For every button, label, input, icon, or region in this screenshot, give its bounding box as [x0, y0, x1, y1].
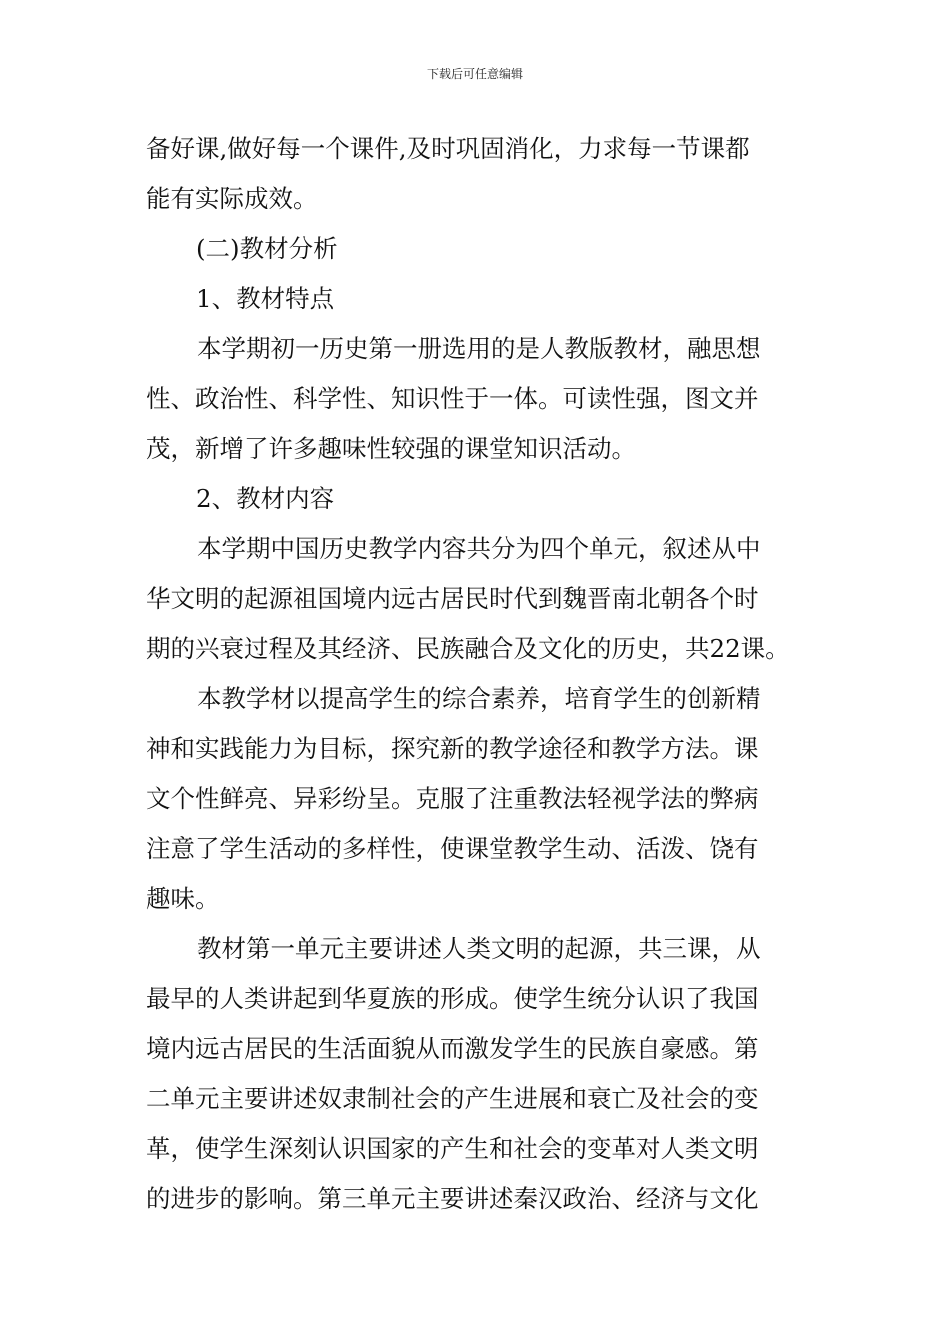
text-line: 趣味。: [146, 884, 220, 913]
text-line: 最早的人类讲起到华夏族的形成。使学生统分认识了我国: [146, 984, 759, 1013]
text-line: 二单元主要讲述奴隶制社会的产生进展和衰亡及社会的变: [146, 1084, 759, 1113]
text-line: 注意了学生活动的多样性，使课堂教学生动、活泼、饶有: [146, 834, 759, 863]
text-line: 本学期初一历史第一册选用的是人教版教材，融思想: [197, 334, 761, 363]
page-header: 下载后可任意编辑: [426, 67, 523, 81]
text-line: 的进步的影响。第三单元主要讲述秦汉政治、经济与文化: [146, 1184, 759, 1213]
subsection-heading: 1、教材特点: [196, 284, 335, 313]
text-line: 境内远古居民的生活面貌从而激发学生的民族自豪感。第: [146, 1034, 759, 1063]
text-line: 教材第一单元主要讲述人类文明的起源，共三课，从: [197, 934, 761, 963]
text-line: 文个性鲜亮、异彩纷呈。克服了注重教法轻视学法的弊病: [146, 784, 759, 813]
text-line: 备好课,做好每一个课件,及时巩固消化，力求每一节课都: [146, 134, 750, 163]
text-line: 本学期中国历史教学内容共分为四个单元，叙述从中: [197, 534, 761, 563]
body-text: [146, 124, 806, 1224]
text-line: 性、政治性、科学性、知识性于一体。可读性强，图文并: [146, 384, 759, 413]
subsection-heading: 2、教材内容: [196, 484, 335, 513]
section-heading: (二)教材分析: [196, 234, 338, 263]
text-line: 本教学材以提高学生的综合素养，培育学生的创新精: [197, 684, 761, 713]
text-line: 茂，新增了许多趣味性较强的课堂知识活动。: [146, 434, 636, 463]
text-line: 能有实际成效。: [146, 184, 318, 213]
text-line: 期的兴衰过程及其经济、民族融合及文化的历史，共22课。: [146, 634, 790, 663]
text-line: 革，使学生深刻认识国家的产生和社会的变革对人类文明: [146, 1134, 759, 1163]
text-line: 华文明的起源祖国境内远古居民时代到魏晋南北朝各个时: [146, 584, 759, 613]
text-line: 神和实践能力为目标，探究新的教学途径和教学方法。课: [146, 734, 759, 763]
